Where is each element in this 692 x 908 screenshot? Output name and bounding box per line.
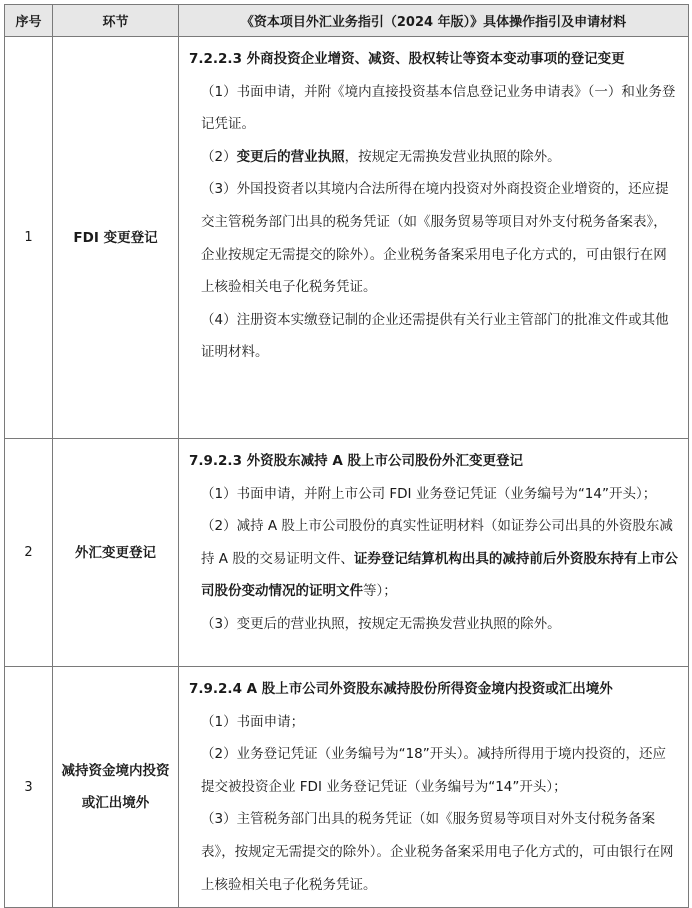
item-text: （3）外国投资者以其境内合法所得在境内投资对外商投资企业增资的，还应提交主管税务部门出具的税务凭证（如《服务贸易等项目对外支付税务备案表》，企业按规定无需提交的除外）。企业税务备案采用电子化方式的，可由银行在网上核验相关电子化税务凭证。 bbox=[201, 181, 669, 296]
table-row bbox=[5, 439, 689, 667]
section-heading: 7.2.2.3 外商投资企业增资、减资、股权转让等资本变动事项的登记变更 bbox=[189, 51, 625, 67]
materials-table bbox=[4, 4, 689, 908]
item-text: （2）减持 A 股上市公司股份的真实性证明材料（如证券公司出具的外资股东减持 A 股的交易证明文件、 bbox=[201, 518, 673, 567]
item-text: （4）注册资本实缴登记制的企业还需提供有关行业主管部门的批准文件或其他证明材料。 bbox=[201, 311, 669, 361]
requirement-item bbox=[189, 76, 678, 141]
requirement-item bbox=[189, 173, 678, 303]
requirement-item bbox=[189, 304, 678, 369]
section-heading: 7.9.2.3 外资股东减持 A 股上市公司股份外汇变更登记 bbox=[189, 453, 524, 469]
row-seq: 3 bbox=[5, 667, 53, 908]
section-heading: 7.9.2.4 A 股上市公司外资股东减持股份所得资金境内投资或汇出境外 bbox=[189, 681, 613, 697]
requirement-item bbox=[189, 706, 678, 739]
item-text: （1）书面申请，并附上市公司 FDI 业务登记凭证（业务编号为“14”开头）； bbox=[201, 485, 657, 502]
item-text: （2） bbox=[201, 148, 237, 165]
header-stage: 环节 bbox=[53, 5, 179, 37]
item-text: （1）书面申请； bbox=[201, 713, 305, 730]
requirement-item bbox=[189, 510, 678, 608]
item-text: （3）变更后的营业执照，按规定无需换发营业执照的除外。 bbox=[201, 615, 561, 632]
row-stage: 外汇变更登记 bbox=[53, 439, 179, 667]
requirement-item bbox=[189, 803, 678, 901]
row-content bbox=[179, 667, 689, 908]
emphasis-text: 证券登记结算机构出具的减持前后外资股东持有上市公司股份变动情况的证明文件 bbox=[201, 550, 678, 600]
row-content bbox=[179, 37, 689, 439]
row-stage: 减持资金境内投资或汇出境外 bbox=[53, 667, 179, 908]
row-seq: 2 bbox=[5, 439, 53, 667]
header-row bbox=[5, 5, 689, 37]
item-text: （1）书面申请，并附《境内直接投资基本信息登记业务申请表》（一）和业务登记凭证。 bbox=[201, 83, 676, 133]
item-text: （3）主管税务部门出具的税务凭证（如《服务贸易等项目对外支付税务备案表》，按规定无需提交的除外）。企业税务备案采用电子化方式的，可由银行在网上核验相关电子化税务凭证。 bbox=[201, 811, 674, 893]
row-content bbox=[179, 439, 689, 667]
requirement-item bbox=[189, 738, 678, 803]
item-text: 等）； bbox=[363, 583, 397, 600]
row-stage: FDI 变更登记 bbox=[53, 37, 179, 439]
table-row bbox=[5, 37, 689, 439]
emphasis-text: 变更后的营业执照 bbox=[236, 148, 345, 165]
header-seq: 序号 bbox=[5, 5, 53, 37]
requirement-item bbox=[189, 608, 678, 641]
table-row bbox=[5, 667, 689, 908]
requirement-item bbox=[189, 141, 678, 174]
item-text: （2）业务登记凭证（业务编号为“18”开头）。减持所得用于境内投资的，还应提交被投资企业 FDI 业务登记凭证（业务编号为“14”开头）； bbox=[201, 746, 667, 795]
item-text: ，按规定无需换发营业执照的除外。 bbox=[344, 148, 561, 165]
row-seq: 1 bbox=[5, 37, 53, 439]
requirement-item bbox=[189, 478, 678, 511]
header-materials: 《资本项目外汇业务指引（2024 年版）》具体操作指引及申请材料 bbox=[179, 5, 689, 37]
